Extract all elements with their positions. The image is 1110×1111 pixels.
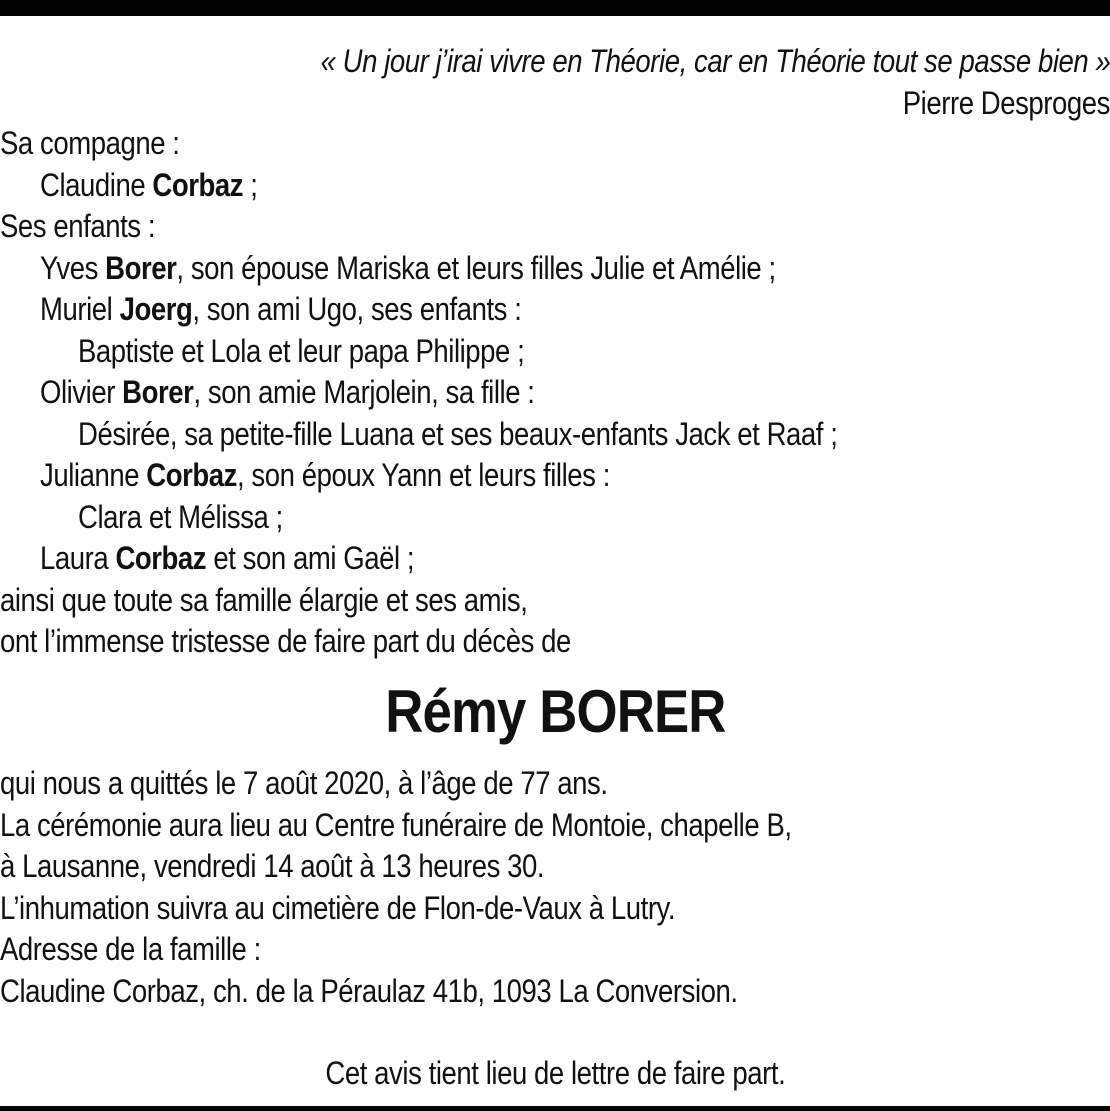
bottom-rule [0,1106,1110,1111]
closing-line: ont l’immense tristesse de faire part du décès de [0,623,571,659]
child-last-name: Borer [105,250,177,286]
child-first-name: Muriel [40,291,120,327]
grandchildren-line: Baptiste et Lola et leur papa Philippe ; [78,333,525,369]
deceased-name-text: Rémy BORER [384,678,726,745]
child-first-name: Yves [40,250,106,286]
child-rest: , son époux Yann et leurs filles : [236,457,610,493]
closing-line: ainsi que toute sa famille élargie et ses amis, [0,582,528,618]
children-heading: Ses enfants : [0,208,156,244]
child-first-name: Laura [40,540,116,576]
detail-line: qui nous a quittés le 7 août 2020, à l’âge de 77 ans. [0,765,608,801]
detail-line: La cérémonie aura lieu au Centre funéraire de Montoie, chapelle B, [0,807,792,843]
detail-line: Claudine Corbaz, ch. de la Péraulaz 41b, 1093 La Conversion. [0,973,738,1009]
companion-last-name: Corbaz [152,167,244,203]
companion-line [40,164,258,206]
detail-line: Adresse de la famille : [0,931,261,967]
companion-heading: Sa compagne : [0,125,180,161]
child-rest: , son épouse Mariska et leurs filles Julie et Amélie ; [176,250,776,286]
child-last-name: Borer [122,374,194,410]
deceased-name [0,674,1110,750]
epigraph-quote: « Un jour j’irai vivre en Théorie, car en Théorie tout se passe bien » [320,43,1110,79]
companion-rest: ; [243,167,258,203]
child-first-name: Olivier [40,374,123,410]
child-last-name: Corbaz [115,540,207,576]
top-rule [0,0,1110,16]
child-line [40,371,535,413]
epigraph-author: Pierre Desproges [902,85,1110,121]
detail-line: L’inhumation suivra au cimetière de Flon-de-Vaux à Lutry. [0,890,676,926]
child-line [40,288,521,330]
detail-line: à Lausanne, vendredi 14 août à 13 heures 30. [0,848,545,884]
footer-note [0,1052,1110,1094]
child-rest: , son ami Ugo, ses enfants : [192,291,522,327]
child-last-name: Corbaz [146,457,237,493]
child-last-name: Joerg [119,291,193,327]
companion-first-name: Claudine [40,167,153,203]
child-first-name: Julianne [40,457,147,493]
child-line [40,454,610,496]
child-rest: et son ami Gaël ; [206,540,415,576]
grandchildren-line: Clara et Mélissa ; [78,499,283,535]
child-line [40,537,414,579]
grandchildren-line: Désirée, sa petite-fille Luana et ses beaux-enfants Jack et Raaf ; [78,416,838,452]
footer-note-text: Cet avis tient lieu de lettre de faire part. [325,1055,785,1091]
child-rest: , son amie Marjolein, sa fille : [193,374,535,410]
child-line [40,247,776,289]
